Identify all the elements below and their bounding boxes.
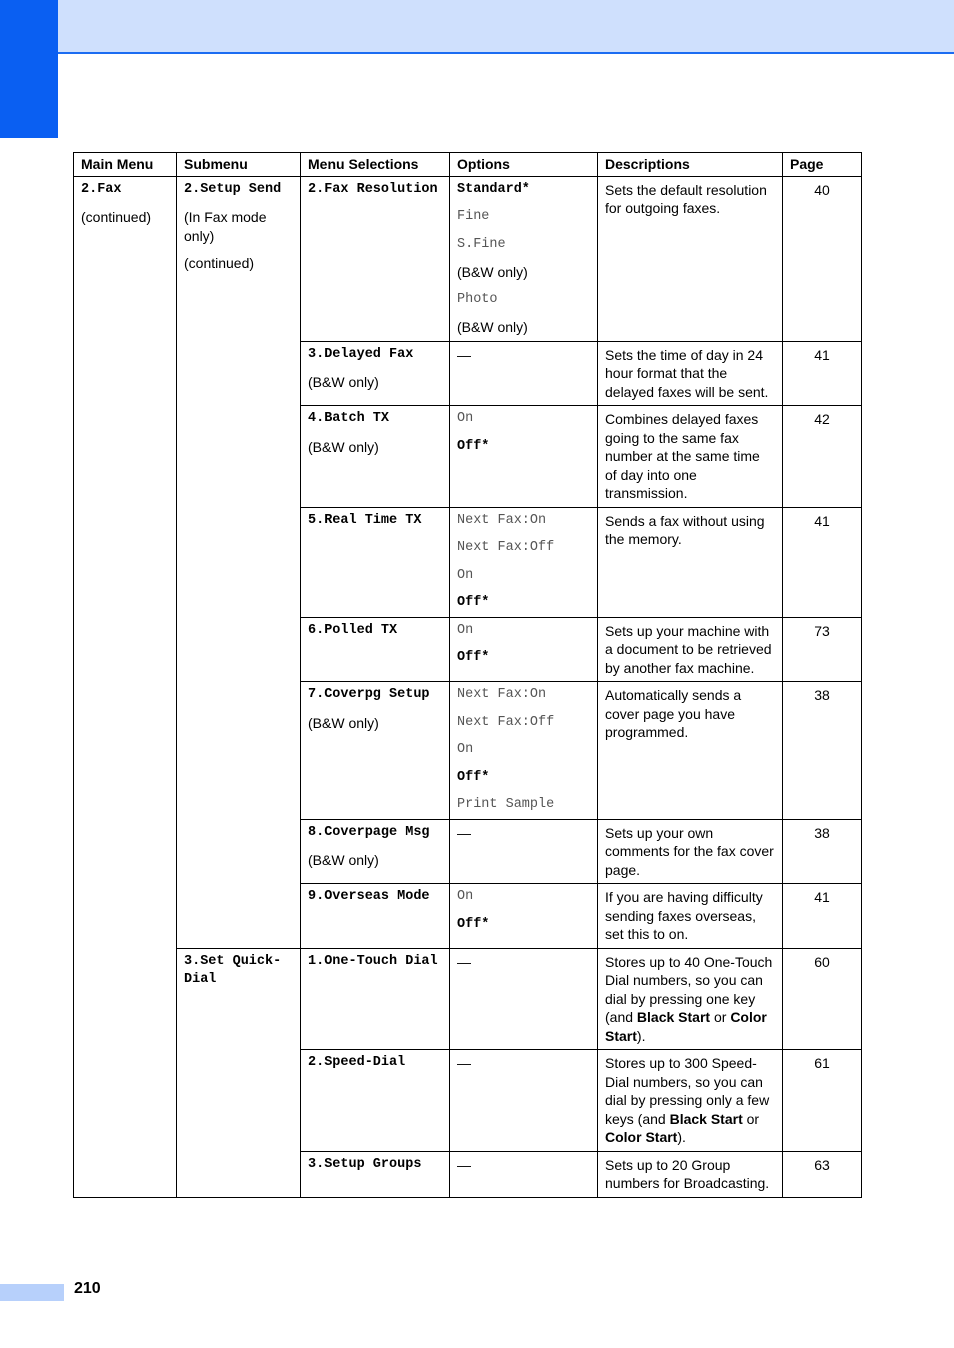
- description-cell: Sets the default resolution for outgoing faxes.: [598, 176, 783, 341]
- option-note: (B&W only): [457, 319, 528, 335]
- option-value: Off*: [457, 769, 490, 785]
- page-cell: 41: [783, 884, 862, 949]
- selection-label: 3.Delayed Fax: [308, 346, 414, 362]
- description-text: or: [710, 1009, 731, 1025]
- option-value: Next Fax:On: [457, 687, 547, 702]
- col-submenu: Submenu: [177, 153, 301, 177]
- description-cell: Sends a fax without using the memory.: [598, 507, 783, 617]
- col-menu-selections: Menu Selections: [301, 153, 450, 177]
- page-cell: 41: [783, 507, 862, 617]
- page-cell: 61: [783, 1050, 862, 1152]
- options-cell: [450, 682, 598, 820]
- main-menu-note: (continued): [81, 209, 152, 225]
- description-text: Stores up to 300 Speed-Dial numbers, so you can dial by pressing only a few keys (and: [605, 1055, 770, 1127]
- options-cell: [450, 819, 598, 884]
- selection-cell: [301, 176, 450, 341]
- submenu-setup-send-continued: (continued): [184, 255, 255, 271]
- option-value: Next Fax:Off: [457, 540, 555, 555]
- description-cell: Sets up your machine with a document to be retrieved by another fax machine.: [598, 617, 783, 682]
- selection-label: 9.Overseas Mode: [308, 889, 430, 904]
- option-value: Off*: [457, 595, 490, 610]
- selection-label: 4.Batch TX: [308, 411, 390, 426]
- submenu-quick-dial-cell: [177, 948, 301, 1197]
- option-note: (B&W only): [457, 264, 528, 280]
- option-value: On: [457, 742, 474, 757]
- page-cell: 42: [783, 406, 862, 508]
- submenu-quick-dial-label: 3.Set Quick-Dial: [184, 953, 282, 987]
- options-cell: [450, 406, 598, 508]
- page-number: 210: [74, 1280, 101, 1297]
- selection-note: (B&W only): [308, 438, 379, 455]
- description-text: Stores up to 40 One-Touch Dial numbers, so you can dial by pressing one key (and: [605, 953, 773, 1025]
- option-value: Standard*: [457, 181, 530, 197]
- table-header-row: [74, 153, 862, 177]
- option-value: On: [457, 567, 474, 583]
- description-cell: If you are having difficulty sending faxes overseas, set this to on.: [598, 884, 783, 949]
- table-body: [74, 176, 862, 1197]
- submenu-setup-send-label: 2.Setup Send: [184, 181, 282, 197]
- selection-cell: [301, 617, 450, 682]
- options-cell: [450, 948, 598, 1050]
- description-cell: Automatically sends a cover page you have programmed.: [598, 682, 783, 820]
- selection-cell: [301, 1151, 450, 1197]
- submenu-setup-send-cell: [177, 176, 301, 948]
- option-note: —: [457, 824, 471, 841]
- option-note: —: [457, 1156, 471, 1173]
- option-value: Off*: [457, 916, 490, 932]
- selection-cell: [301, 948, 450, 1050]
- description-text: or: [742, 1110, 760, 1127]
- submenu-setup-send-note: (In Fax mode only): [184, 209, 267, 244]
- page-cell: 38: [783, 682, 862, 820]
- description-cell: [598, 948, 783, 1050]
- page-cell: 38: [783, 819, 862, 884]
- color-start-key: Color Start: [605, 1009, 767, 1044]
- black-start-key: Black Start: [669, 1110, 743, 1127]
- page-cell: 40: [783, 176, 862, 341]
- selection-cell: [301, 1050, 450, 1152]
- selection-cell: [301, 507, 450, 617]
- black-start-key: Black Start: [636, 1009, 711, 1025]
- selection-label: 3.Setup Groups: [308, 1156, 422, 1172]
- header-band: [58, 0, 954, 54]
- main-menu-label: 2.Fax: [81, 181, 122, 197]
- col-descriptions: Descriptions: [598, 153, 783, 177]
- selection-label: 2.Fax Resolution: [308, 181, 438, 197]
- description-cell: Combines delayed faxes going to the same fax number at the same time of day into one transmission.: [598, 406, 783, 508]
- option-value: Off*: [457, 438, 490, 454]
- selection-cell: [301, 682, 450, 820]
- description-text: ).: [636, 1027, 646, 1044]
- selection-cell: [301, 406, 450, 508]
- description-cell: Sets the time of day in 24 hour format that the delayed faxes will be sent.: [598, 341, 783, 406]
- col-options: Options: [450, 153, 598, 177]
- footer-band: [0, 1284, 64, 1301]
- page-cell: 60: [783, 948, 862, 1050]
- options-cell: [450, 1151, 598, 1197]
- color-start-key: Color Start: [605, 1129, 678, 1145]
- option-note: —: [457, 1055, 471, 1071]
- option-note: —: [457, 346, 471, 363]
- selection-label: 1.One-Touch Dial: [308, 953, 438, 969]
- description-cell: Sets up to 20 Group numbers for Broadcasting.: [598, 1151, 783, 1197]
- options-cell: [450, 341, 598, 406]
- selection-cell: [301, 341, 450, 406]
- option-note: —: [457, 953, 471, 970]
- options-cell: [450, 617, 598, 682]
- table-row: [74, 176, 862, 341]
- selection-label: 2.Speed-Dial: [308, 1055, 406, 1070]
- selection-label: 6.Polled TX: [308, 622, 398, 638]
- main-menu-cell: [74, 176, 177, 1197]
- option-value: Off*: [457, 650, 490, 665]
- selection-cell: [301, 884, 450, 949]
- options-cell: [450, 1050, 598, 1152]
- description-text: ).: [677, 1129, 686, 1145]
- options-cell: [450, 176, 598, 341]
- options-cell: [450, 884, 598, 949]
- option-value: On: [457, 889, 474, 904]
- page-cell: 41: [783, 341, 862, 406]
- page-cell: 63: [783, 1151, 862, 1197]
- selection-note: (B&W only): [308, 714, 379, 731]
- page-cell: 73: [783, 617, 862, 682]
- table-row: [74, 948, 862, 1050]
- option-value: Fine: [457, 209, 490, 224]
- description-cell: [598, 1050, 783, 1152]
- chapter-tab: [0, 0, 58, 138]
- option-value: Next Fax:On: [457, 512, 547, 528]
- selection-note: (B&W only): [308, 374, 379, 390]
- option-value: S.Fine: [457, 236, 506, 252]
- option-value: Photo: [457, 291, 498, 307]
- selection-label: 8.Coverpage Msg: [308, 824, 430, 840]
- selection-note: (B&W only): [308, 852, 379, 868]
- menu-table: [73, 152, 862, 1198]
- option-value: Next Fax:Off: [457, 714, 555, 730]
- options-cell: [450, 507, 598, 617]
- selection-label: 7.Coverpg Setup: [308, 687, 430, 702]
- option-value: On: [457, 622, 474, 638]
- selection-cell: [301, 819, 450, 884]
- description-cell: Sets up your own comments for the fax cover page.: [598, 819, 783, 884]
- option-value: Print Sample: [457, 797, 555, 812]
- selection-label: 5.Real Time TX: [308, 512, 422, 528]
- col-page: Page: [783, 153, 862, 177]
- col-main-menu: Main Menu: [74, 153, 177, 177]
- option-value: On: [457, 411, 474, 426]
